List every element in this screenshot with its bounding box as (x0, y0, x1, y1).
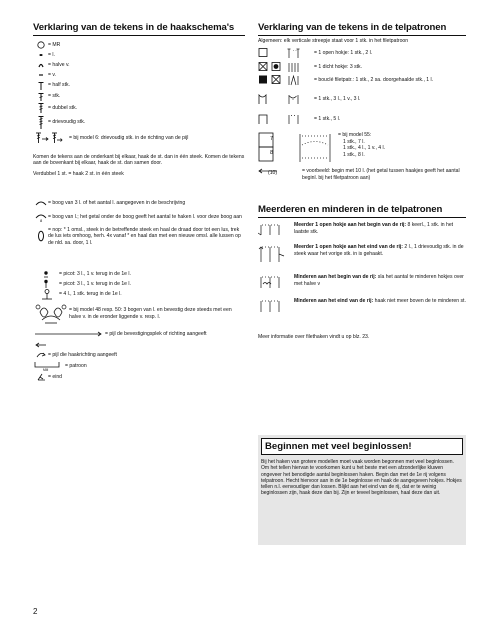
legend-loop-arc: 8 = boog van l.; het getal onder de boog geeft het aantal te haken l. voor deze boog aan (33, 210, 245, 224)
tip-box-body: Bij het haken van grotere modellen moet vaak worden begonnen met veel beginlossen. Om het tellen hiervan te voorkomen kunt u het beste met een afzonderlijke kluwen ongeveer het benodigde aantal beginlossen haken. Begin dan met de 1e rij volgens telpatroon. Hecht hiervoor aan in de 1e beginlosse en haak de aangegeven hokjes. Hokjes tellen n.l. eenvoudiger dan lossen. Blijkt aan het eind van de rij, dat er te weinig beginlossen zijn, haak deze dan bij. Zijn er teveel beginlossen, haal deze dan uit. (261, 459, 462, 497)
legend-dtr: = drievoudig stk. (33, 114, 245, 130)
dec-end: Minderen aan het eind van de rij: haak niet meer boven de te minderen st. (258, 298, 466, 320)
filet-lacet: = 1 stk., 3 l., 1 v., 3 l. (258, 90, 466, 107)
inc-end-icon (258, 244, 294, 264)
tip-box (258, 435, 466, 545)
filet-bar: = 1 stk., 5 l. (258, 110, 466, 127)
svg-text:8: 8 (39, 217, 42, 222)
legend-mr: = MR (33, 40, 245, 50)
bar-block-icon (258, 113, 314, 125)
dot-icon (33, 51, 48, 59)
more-info: Meer informatie over filethaken vindt u op blz. 23. (258, 334, 370, 341)
picot-3-stk-icon (33, 279, 59, 289)
triple-stitch-icon (33, 115, 48, 130)
circle-icon (33, 41, 48, 49)
legend-picot-3: = 4 l., 1 stk. terug in de 1e l. (33, 289, 245, 300)
dec-begin-icon (258, 274, 294, 290)
legend-picot-2: = picot: 3 l., 1 v. terug in de 1e l. (33, 279, 245, 289)
dec-begin: Minderen aan het begin van de rij: sla het aantal te minderen hokjes over met halve v (258, 274, 466, 296)
legend-hdc: = half stk. (33, 80, 245, 91)
half-stitch-icon (33, 81, 48, 91)
tip-box-title: Beginnen met veel beginlossen! (261, 438, 463, 455)
inc-open-end: Meerder 1 open hokje aan het eind van de rij: 2 l., 1 drievoudig stk. in de steek waar het vorige stk. in is gehaakt. (258, 244, 466, 272)
legend-arrow-2: = pijl die haakrichting aangeeft (33, 350, 245, 361)
end-mark-icon (33, 373, 48, 381)
legend-arrow-1: = pijl de bevestigingsplek of richting aangeeft (33, 329, 245, 340)
inc-begin-icon (258, 222, 294, 236)
closed-block-icon (258, 61, 314, 73)
mm-label: MM (43, 368, 49, 372)
picot-3-icon (33, 270, 59, 278)
legend-tr: = dubbel stk. (33, 102, 245, 114)
legend-nop: = nop: * 1 omsl., steek in de betreffende steek en haal de draad door tot een lus, trek de lus iets omhoog, herh. 4x vanaf * en haal dan met een nieuwe omsl. alle lussen op de nld. sa. door, 1 l. (33, 226, 245, 247)
filet-symbols-title: Verklaring van de tekens in de telpatronen (258, 22, 466, 36)
filet-closed: = 1 dicht hokje: 3 stk. (258, 60, 466, 73)
legend-arc: = boog van 3 l. of het aantal l. aangegeven in de beschrijving (33, 199, 245, 208)
filet-start-example: (10) = voorbeeld: begin met 10 l. (het getal tussen haakjes geeft het aantal beginl. bij het filetpatroon aan) (258, 168, 466, 184)
stitch-icon (33, 92, 48, 102)
join-note: Komen de tekens aan de onderkant bij elkaar, haak de st. dan in één steek. Komen de tekens aan de bovenkant bij elkaar, haak de st. dan samen door. (33, 154, 245, 167)
legend-left-arrow (33, 340, 245, 350)
right-column (258, 22, 466, 497)
legend-patroon: MM = patroon (33, 361, 245, 372)
open-block-icon (258, 47, 314, 59)
filet-open: = 1 open hokje: 1 stk., 2 l. (258, 46, 466, 60)
inc-open-begin: Meerder 1 open hokje aan het begin van de rij: 8 keerl., 1 stk. in het laatste stk. (258, 222, 466, 242)
legend-model48: = bij model 48 resp. 50: 3 bogen van l. en bevestig deze steeds met een halve v. in de eronder liggende v. resp. l. (33, 301, 245, 327)
increase-decrease-title: Meerderen en minderen in de telpatronen (258, 204, 466, 218)
double-note: Verdubbel 1 st. = haak 2 st. in één steek (33, 170, 124, 177)
legend-sc: = v. (33, 70, 245, 80)
bracket-icon (33, 361, 65, 371)
lacet-icon (258, 93, 314, 105)
double-stitch-icon (33, 102, 48, 114)
picot-4-icon (33, 289, 59, 300)
model55-num-8: 8 (270, 150, 274, 156)
model6-stitch-icon (33, 131, 69, 145)
page-number: 2 (33, 607, 38, 616)
legend-eind: = eind (33, 372, 245, 382)
crochet-symbols-title: Verklaring van de tekens in de haakschema's (33, 22, 245, 36)
bar-icon (33, 71, 48, 79)
arrow-icon (33, 331, 105, 337)
dec-end-icon (258, 298, 294, 314)
filet-boucle: = bouclé filetpatr.: 1 stk., 2 sa. doorgehaalde stk., 1 l. (258, 73, 466, 86)
model55-num-7: 7 (270, 136, 274, 142)
filet-intro: Algemeen: elk verticale streepje staat voor 1 stk. in het filetpatroon (258, 38, 409, 44)
legend-chain: = l. (33, 50, 245, 60)
left-arrow-icon (33, 342, 48, 348)
curved-arrow-icon (33, 351, 48, 359)
boucle-block-icon (258, 74, 314, 86)
nop-icon (33, 230, 48, 242)
legend-picot-1: = picot: 3 l., 1 v. terug in de 1e l. (33, 269, 245, 279)
arch-icon (33, 61, 48, 69)
arc-icon (33, 200, 48, 206)
start-arrow-icon: (10) (258, 168, 302, 176)
filet-model55: = bij model 55: 1 stk., 7 l. 1 stk., 4 l., 1 v., 4 l. 1 stk., 8 l. (258, 132, 466, 164)
three-arches-icon (33, 302, 69, 326)
legend-slip: = halve v. (33, 60, 245, 70)
left-column (33, 22, 245, 382)
legend-model6: = bij model 6: drievoudig stk. in de richting van de pijl (33, 130, 245, 146)
loop-arc-icon (33, 212, 48, 222)
legend-dc: = stk. (33, 91, 245, 102)
